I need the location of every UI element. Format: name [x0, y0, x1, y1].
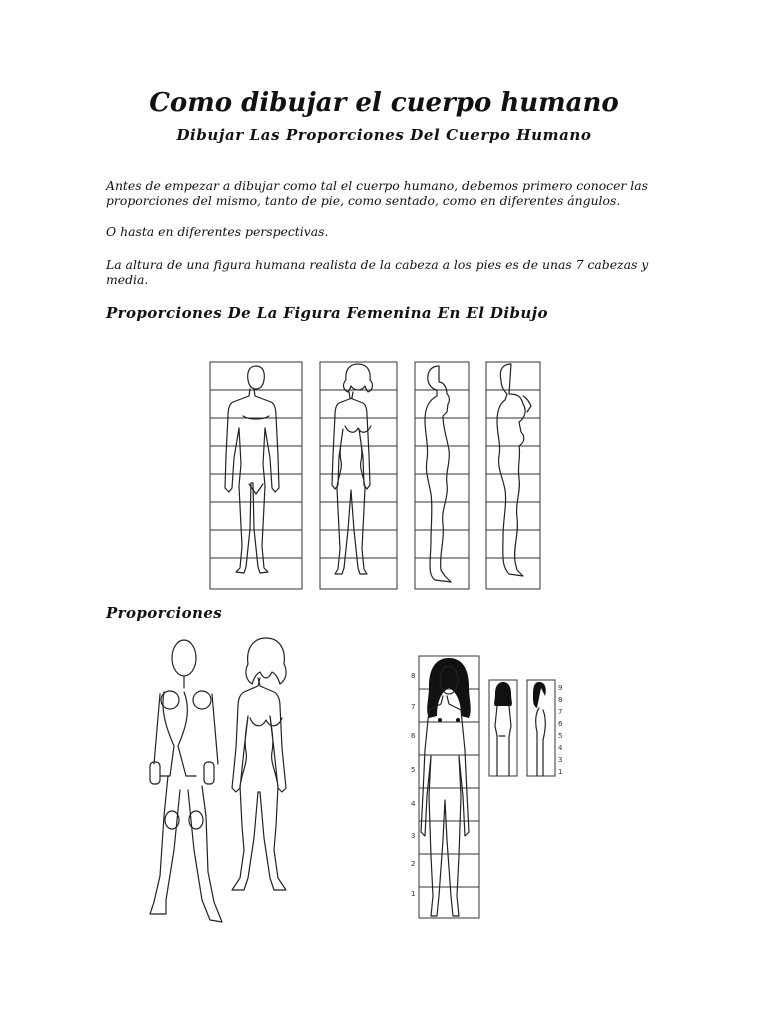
page-subtitle: Dibujar Las Proporciones Del Cuerpo Humano [176, 126, 592, 144]
grid-panel-male-side [415, 362, 469, 589]
svg-text:8: 8 [558, 696, 563, 704]
paragraph-height: La altura de una figura humana realista de la cabeza a los pies es de unas 7 cabezas y media. [106, 257, 649, 287]
scale-number: 5 [411, 766, 416, 774]
paragraph-intro: Antes de empezar a dibujar como tal el cuerpo humano, debemos primero conocer las proporciones del mismo, tanto de pie, como sentado, como en diferentes ángulos. [106, 178, 648, 208]
section-heading-female-proportions: Proporciones De La Figura Femenina En El Dibujo [106, 304, 548, 322]
proportion-grids-illustration [205, 356, 555, 592]
scale-number: 4 [411, 800, 416, 808]
svg-text:4: 4 [558, 744, 563, 752]
scale-number: 6 [411, 732, 416, 740]
page-title: Como dibujar el cuerpo humano [149, 88, 619, 118]
svg-text:9: 9 [558, 684, 563, 692]
svg-text:3: 3 [558, 756, 563, 764]
svg-text:5: 5 [558, 732, 563, 740]
grid-panel-female-side [486, 362, 540, 589]
paragraph-perspectives: O hasta en diferentes perspectivas. [106, 224, 329, 239]
scale-number: 8 [411, 672, 416, 680]
svg-text:1: 1 [558, 768, 563, 776]
scale-number: 3 [411, 832, 416, 840]
svg-text:7: 7 [558, 708, 563, 716]
scale-number: 7 [411, 703, 416, 711]
scale-number: 1 [411, 890, 416, 898]
female-construction-sketch [142, 634, 312, 924]
numbered-proportion-chart [403, 656, 573, 922]
grid-panel-female-front [320, 362, 397, 589]
grid-panel-male-front [210, 362, 302, 589]
svg-text:6: 6 [558, 720, 563, 728]
section-heading-proportions: Proporciones [106, 604, 223, 622]
scale-number: 2 [411, 860, 416, 868]
